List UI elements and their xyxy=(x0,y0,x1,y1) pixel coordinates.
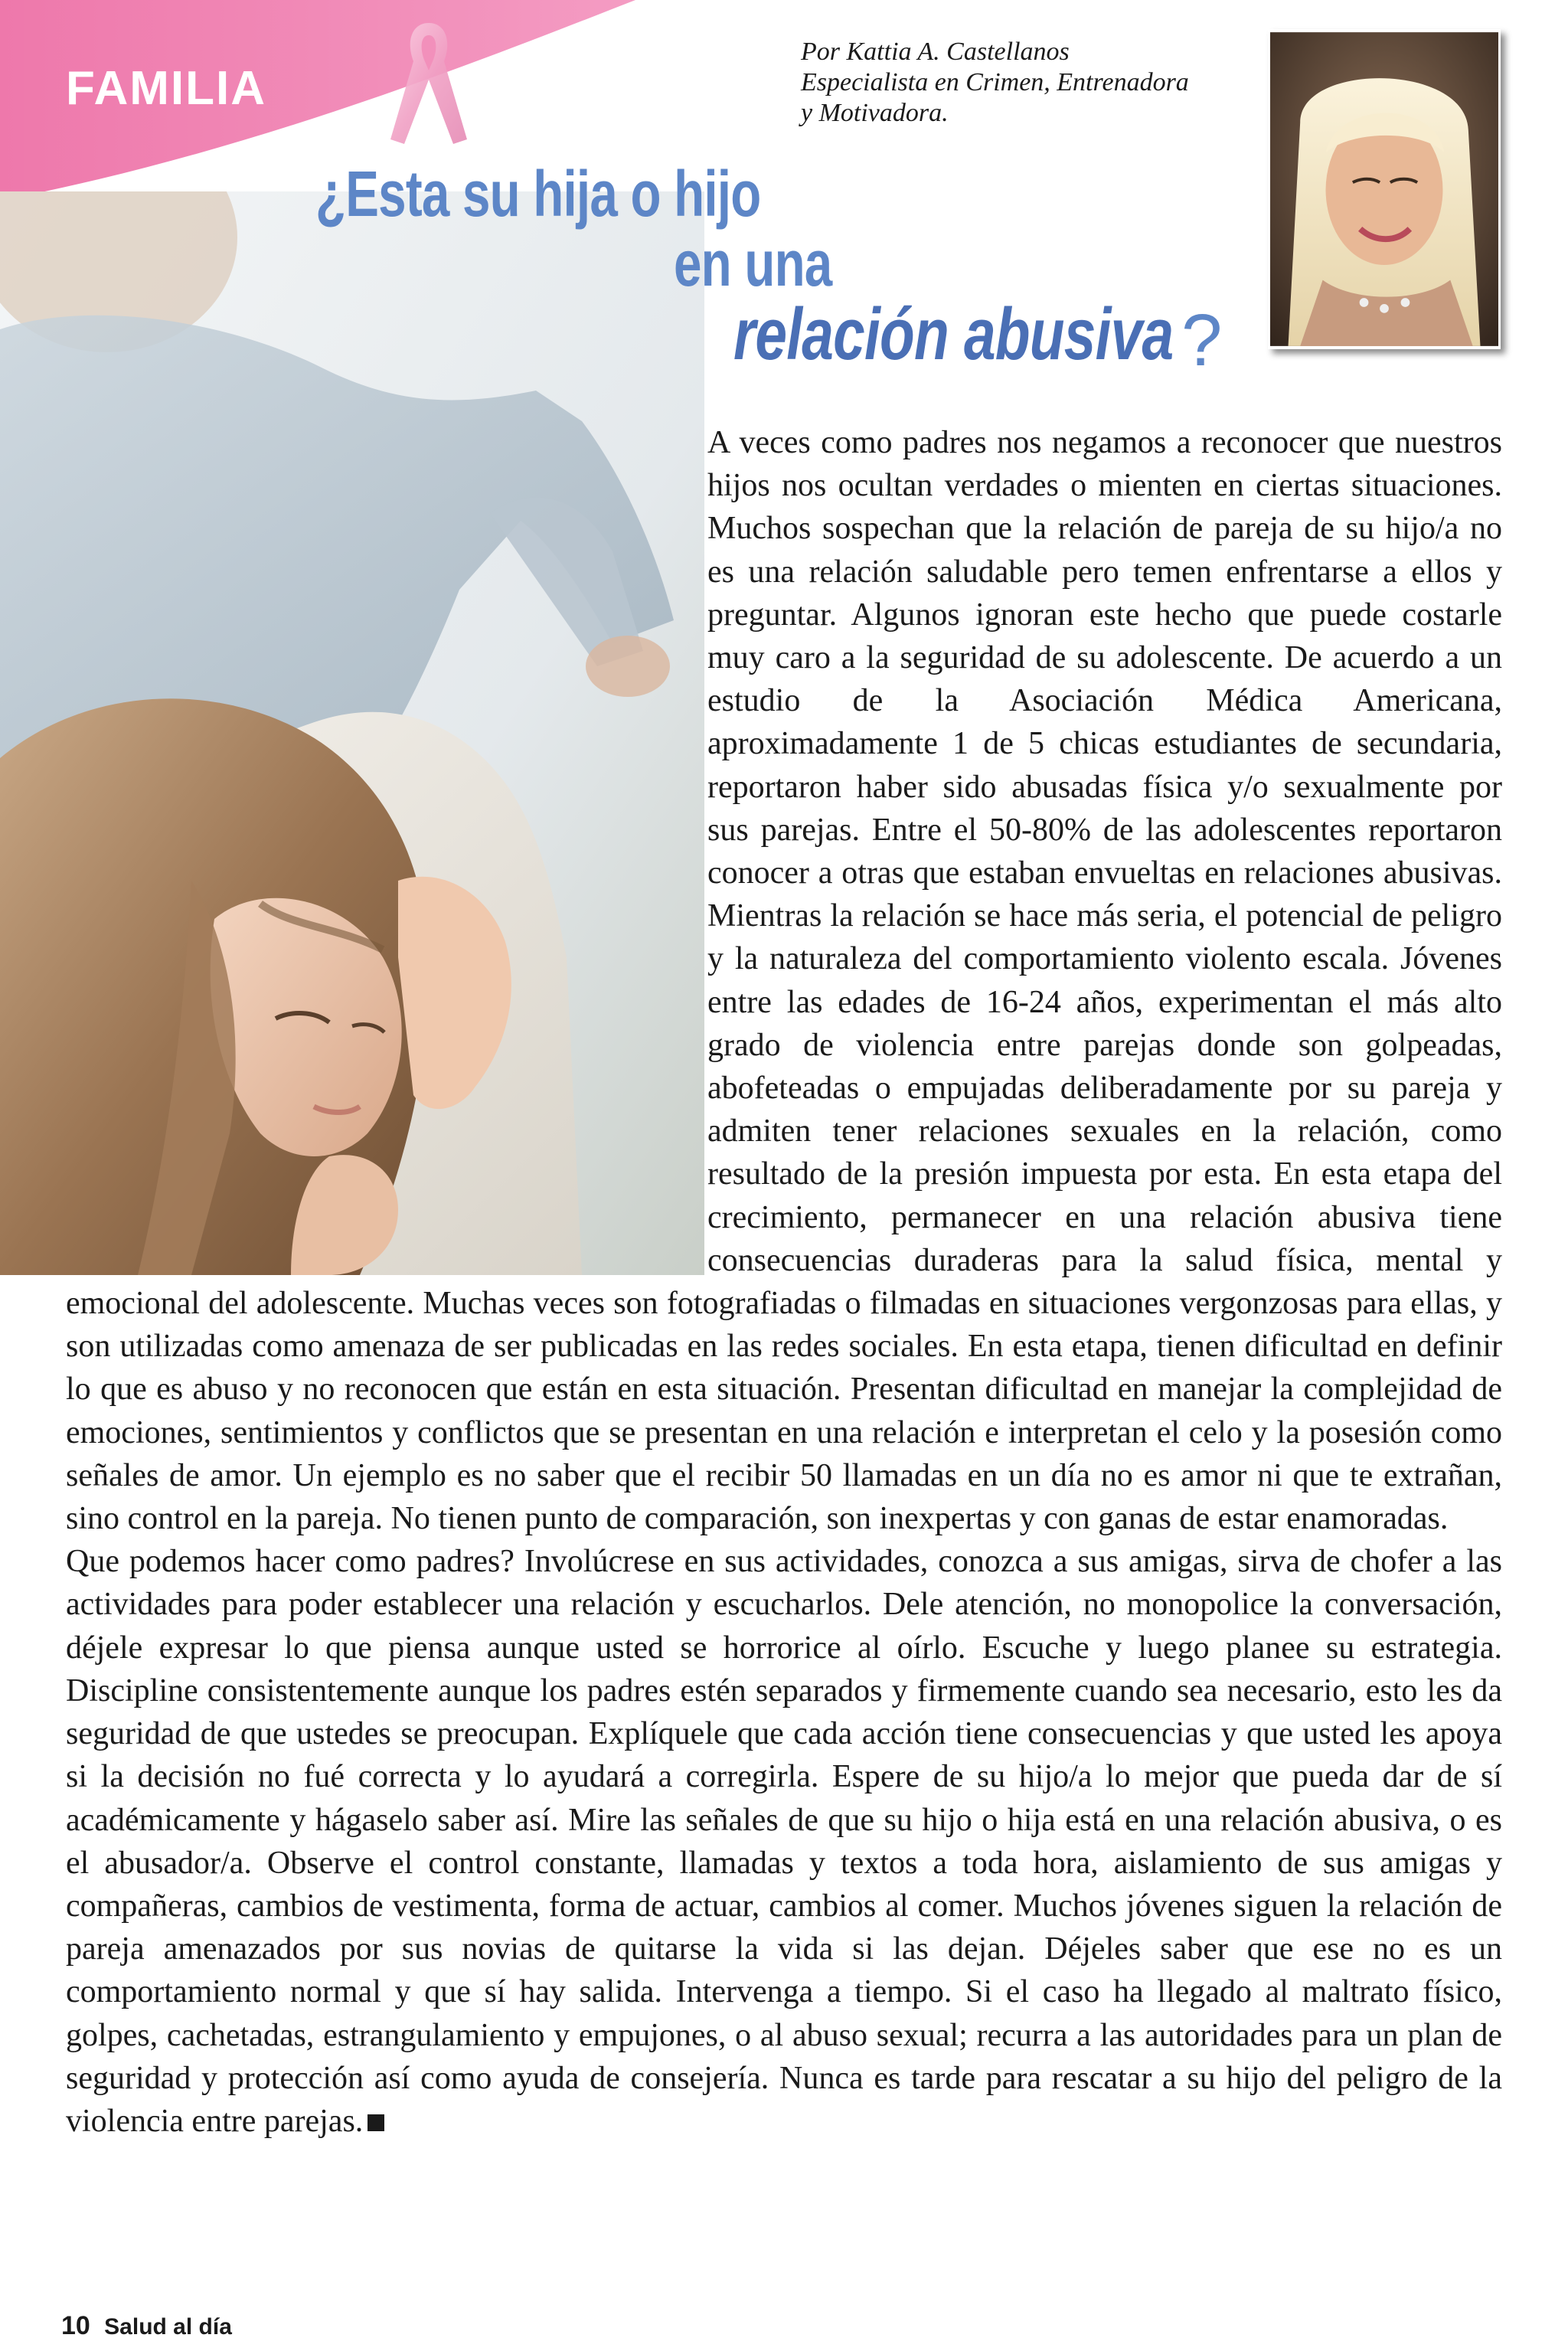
title-line-2: en una xyxy=(674,227,832,299)
author-photo xyxy=(1268,29,1501,349)
article-paragraph-text: Que podemos hacer como padres? Involúcrese en sus actividades, conozca a sus amigas, sirva de chofer a las actividades para poder establecer una relación y escucharlos. Dele atención, no monopolice la conversación, déjele expresar lo que piensa aunque usted se horrorice al oírlo. Escuche y luego planee su estrategia. Discipline consistentemente aunque los padres estén separados y firmemente cuando sea necesario, esto les da seguridad de que ustedes se preocupan. Explíquele que cada acción tiene consecuencias y que usted les apoya si la decisión no fué correcta y lo ayudará a corregirla. Espere de su hijo/a lo mejor que pueda dar de sí académicamente y hágaselo saber así. Mire las señales de que su hijo o hija está en una relación abusiva, o es el abusador/a. Observe el control constante, llamadas y textos a toda hora, aislamiento de sus amigas y compañeras, cambios de vestimenta, forma de actuar, cambios al comer. Muchos jóvenes siguen la relación de pareja amenazados por sus novias de quitarse la vida si las dejan. Déjeles saber que ese no es un comportamiento normal y que sí hay salida. Intervenga a tiempo. Si el caso ha llegado al maltrato físico, golpes, cachetadas, estrangulamiento y empujones, o al abuso sexual; recurra a las autoridades para un plan de seguridad y protección así como ayuda de consejería. Nunca es tarde para rescatar a su hijo del peligro de la violencia entre parejas. xyxy=(66,1544,1502,2139)
article-paragraph: A veces como padres nos negamos a reconocer que nuestros hijos nos ocultan verdades o mienten en ciertas situaciones. Muchos sospechan que la relación de pareja de su hijo/a no es una relación saludable pero temen enfrentarse a ellos y preguntar. Algunos ignoran este hecho que puede costarle muy caro a la seguridad de su adolescente. De acuerdo a un estudio de la Asociación Médica Americana, aproximadamente 1 de 5 chicas estudiantes de secundaria, reportaron haber sido abusadas física y/o sexualmente por sus parejas. Entre el 50-80% de las adolescentes reportaron conocer a otras que estaban envueltas en relaciones abusivas. Mientras la relación se hace más seria, el potencial de peligro y la naturaleza del comportamiento violento escala. Jóvenes entre las edades de 16-24 años, experimentan el más alto grado de violencia entre parejas donde son golpeadas, abofeteadas o empujadas deliberadamente por su pareja y admiten tener relaciones sexuales en la relación, como resultado de la presión impuesta por esta. En esta etapa del crecimiento, permanecer en una relación abusiva tiene consecuencias duraderas para la salud física, mental y emocional del adolescente. Muchas veces son fotografiadas o filmadas en situaciones vergonzosas para ellas, y son utilizadas como amenaza de ser publicadas en las redes sociales. En esta etapa, tienen dificultad en definir lo que es abuso y no reconocen que están en esta situación. Presentan dificultad en manejar la complejidad de emociones, sentimientos y conflictos que se presentan en una relación e interpretan el celo y la posesión como señales de amor. Un ejemplo es no saber que el recibir 50 llamadas en un día no es amor ni que te extrañan, sino control en la pareja. No tienen punto de comparación, son inexpertas y con ganas de estar enamoradas. xyxy=(66,425,1502,1537)
photo-wrap-space xyxy=(66,421,707,1276)
pink-ribbon-icon xyxy=(383,17,475,147)
byline xyxy=(801,37,1276,129)
magazine-name: Salud al día xyxy=(104,2314,232,2340)
article-paragraph xyxy=(66,1540,1502,2143)
byline-line: Especialista en Crimen, Entrenadora xyxy=(801,68,1189,96)
byline-line: Por Kattia A. Castellanos xyxy=(801,38,1070,66)
page-footer xyxy=(61,2311,232,2341)
title-line-1: ¿Esta su hija o hijo xyxy=(315,158,761,230)
title-question-mark: ? xyxy=(1181,299,1223,381)
title-line-3: relación abusiva xyxy=(733,293,1174,375)
section-label: FAMILIA xyxy=(66,62,266,115)
byline-line: y Motivadora. xyxy=(801,99,949,127)
end-mark-icon xyxy=(368,2114,384,2131)
page-number: 10 xyxy=(61,2311,90,2340)
article-body xyxy=(66,421,1502,2143)
